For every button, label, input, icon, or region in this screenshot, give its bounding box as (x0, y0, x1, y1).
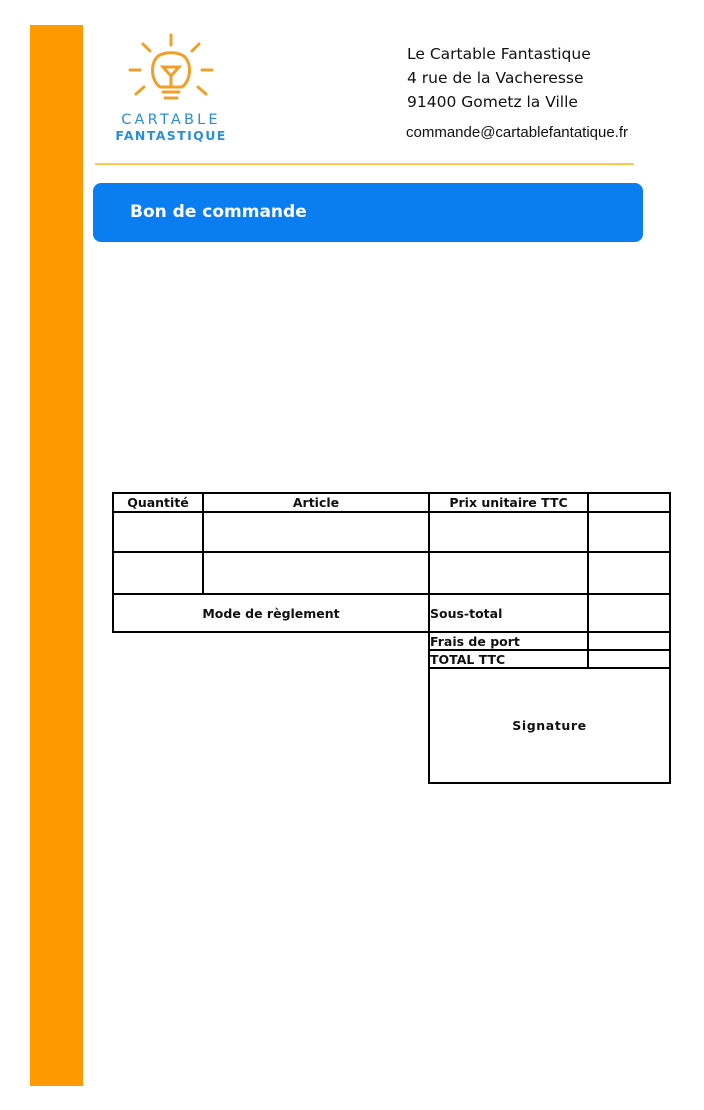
signature-row (113, 668, 670, 783)
header-quantity: Quantité (113, 493, 203, 512)
payment-mode-space (113, 632, 429, 650)
company-logo (108, 30, 234, 145)
table-header-row (113, 493, 670, 512)
company-street: 4 rue de la Vacheresse (407, 69, 584, 87)
total-row (113, 650, 670, 668)
blank-space (113, 668, 429, 783)
table-row (113, 512, 670, 552)
subtotal-value[interactable] (588, 594, 670, 632)
article-cell[interactable] (203, 512, 429, 552)
line-total-cell[interactable] (588, 512, 670, 552)
signature-label: Signature (512, 718, 587, 733)
total-label: TOTAL TTC (429, 650, 588, 668)
article-cell[interactable] (203, 552, 429, 594)
shipping-label: Frais de port (429, 632, 588, 650)
line-total-cell[interactable] (588, 552, 670, 594)
logo-text-cartable: CARTABLE (121, 112, 221, 128)
order-table (112, 492, 671, 784)
shipping-value[interactable] (588, 632, 670, 650)
subtotal-label: Sous-total (429, 594, 588, 632)
unit-price-cell[interactable] (429, 512, 588, 552)
title-banner (93, 183, 643, 242)
shipping-row (113, 632, 670, 650)
quantity-cell[interactable] (113, 512, 203, 552)
lightbulb-icon (126, 32, 216, 107)
company-email: commande@cartablefantatique.fr (406, 124, 629, 141)
company-name: Le Cartable Fantastique (407, 45, 591, 63)
unit-price-cell[interactable] (429, 552, 588, 594)
table-row (113, 552, 670, 594)
subtotal-row (113, 594, 670, 632)
payment-mode-label: Mode de règlement (113, 594, 429, 632)
signature-box[interactable] (429, 668, 670, 783)
company-address (407, 42, 591, 114)
side-accent-bar (30, 25, 83, 1086)
header-unit-price: Prix unitaire TTC (429, 493, 588, 512)
total-value[interactable] (588, 650, 670, 668)
logo-text-fantastique: FANTASTIQUE (115, 128, 227, 143)
header-divider (95, 163, 634, 165)
header-line-total (588, 493, 670, 512)
page-title: Bon de commande (130, 202, 307, 222)
quantity-cell[interactable] (113, 552, 203, 594)
header-article: Article (203, 493, 429, 512)
blank-space (113, 650, 429, 668)
company-city: 91400 Gometz la Ville (407, 93, 578, 111)
